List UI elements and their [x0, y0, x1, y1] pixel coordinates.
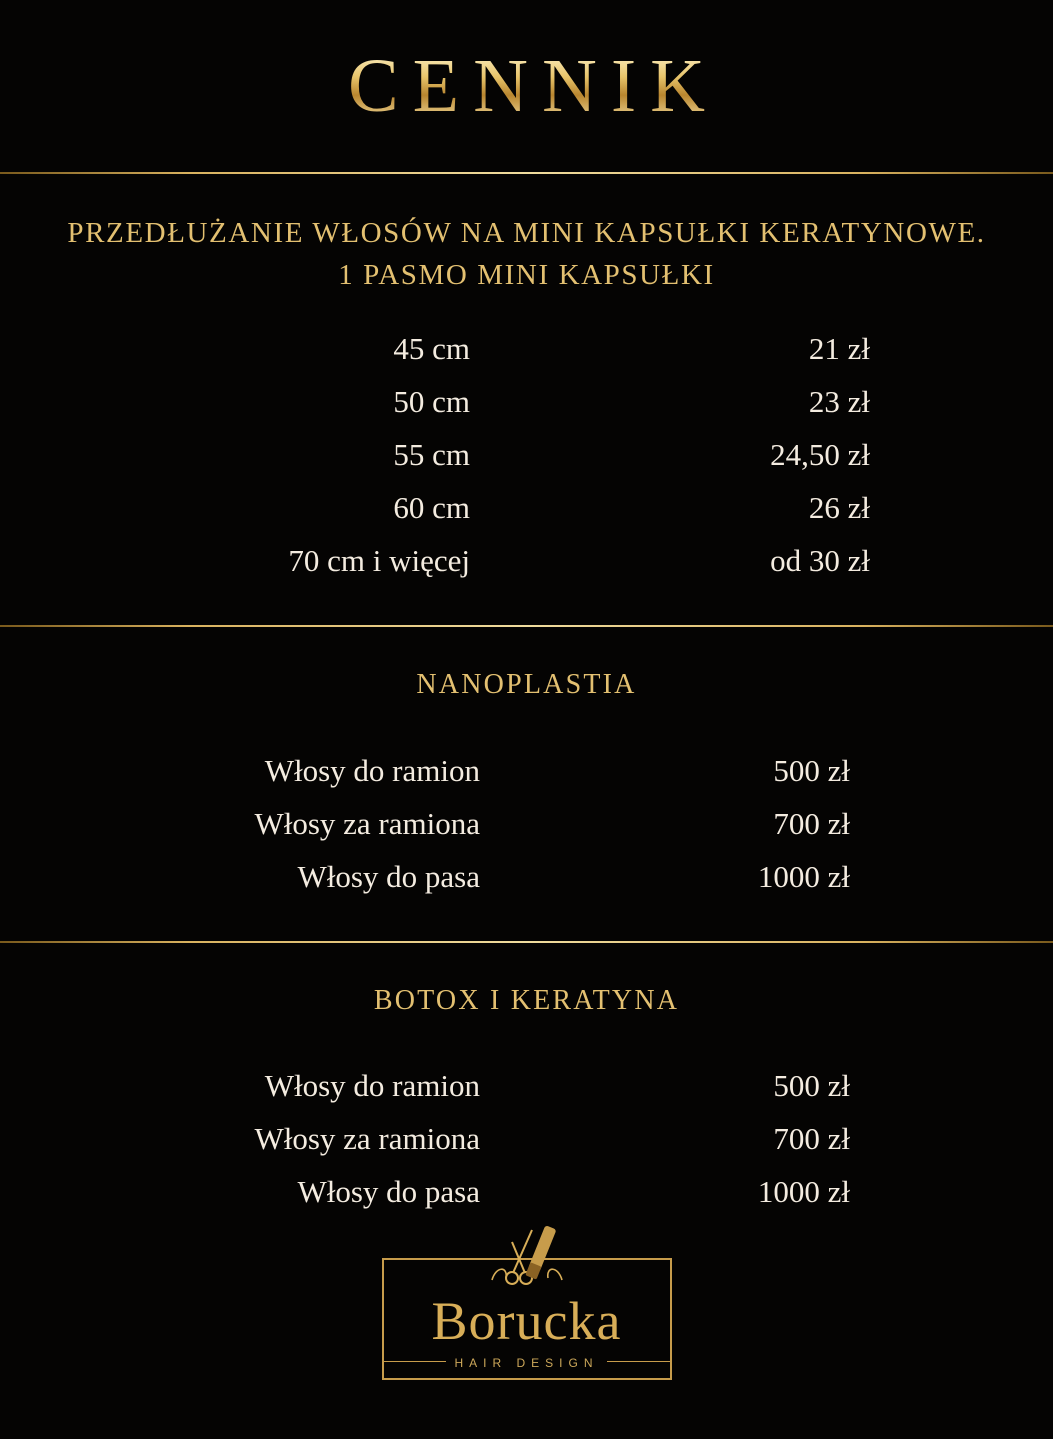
row-label: Włosy do pasa	[297, 858, 480, 894]
table-row	[150, 850, 850, 903]
row-price: 21 zł	[808, 331, 870, 367]
row-price: 1000 zł	[757, 858, 850, 894]
section-capsules	[0, 212, 1053, 587]
row-label: 50 cm	[393, 384, 470, 420]
row-label: Włosy do ramion	[264, 1068, 480, 1104]
section-nanoplastia-heading: NANOPLASTIA	[416, 669, 637, 701]
page-title: CENNIK	[334, 48, 719, 124]
row-label: 55 cm	[393, 437, 470, 473]
section-capsules-heading-line1: PRZEDŁUŻANIE WŁOSÓW NA MINI KAPSUŁKI KERATYNOWE.	[67, 217, 986, 249]
brand-logo	[382, 1258, 672, 1380]
scissors-comb-icon	[482, 1220, 572, 1290]
row-label: 60 cm	[393, 490, 470, 526]
row-label: Włosy za ramiona	[254, 805, 480, 841]
row-price: 700 zł	[773, 805, 850, 841]
table-row	[170, 534, 870, 587]
section-botox-rows	[150, 1059, 850, 1218]
row-label: 70 cm i więcej	[288, 543, 470, 579]
row-price: 24,50 zł	[770, 437, 870, 473]
section-capsules-heading-line2: 1 PASMO MINI KAPSUŁKI	[338, 259, 715, 292]
table-row	[150, 1059, 850, 1112]
section-botox-heading: BOTOX I KERATYNA	[373, 984, 680, 1016]
page-title-area	[0, 0, 1053, 172]
row-price: 700 zł	[773, 1121, 850, 1157]
section-nanoplastia-rows	[150, 744, 850, 903]
row-label: 45 cm	[393, 331, 470, 367]
row-price: 23 zł	[808, 384, 870, 420]
section-nanoplastia	[0, 665, 1053, 903]
table-row	[170, 322, 870, 375]
brand-tagline-holder	[384, 1346, 670, 1370]
section-capsules-rows	[170, 322, 870, 587]
section-botox	[0, 981, 1053, 1219]
row-price: 500 zł	[773, 1068, 850, 1104]
row-label: Włosy do ramion	[264, 752, 480, 788]
brand-tagline: HAIR DESIGN	[446, 1356, 606, 1370]
table-row	[170, 481, 870, 534]
table-row	[150, 1165, 850, 1218]
table-row	[150, 797, 850, 850]
row-label: Włosy za ramiona	[254, 1121, 480, 1157]
table-row	[170, 428, 870, 481]
section-capsules-heading	[40, 212, 1013, 296]
row-price: 500 zł	[773, 752, 850, 788]
row-label: Włosy do pasa	[297, 1174, 480, 1210]
brand-logo-area	[0, 1218, 1053, 1439]
table-row	[170, 375, 870, 428]
table-row	[150, 1112, 850, 1165]
row-price: 26 zł	[808, 490, 870, 526]
row-price: 1000 zł	[757, 1174, 850, 1210]
table-row	[150, 744, 850, 797]
brand-name: Borucka	[431, 1290, 622, 1351]
row-price: od 30 zł	[770, 543, 870, 579]
